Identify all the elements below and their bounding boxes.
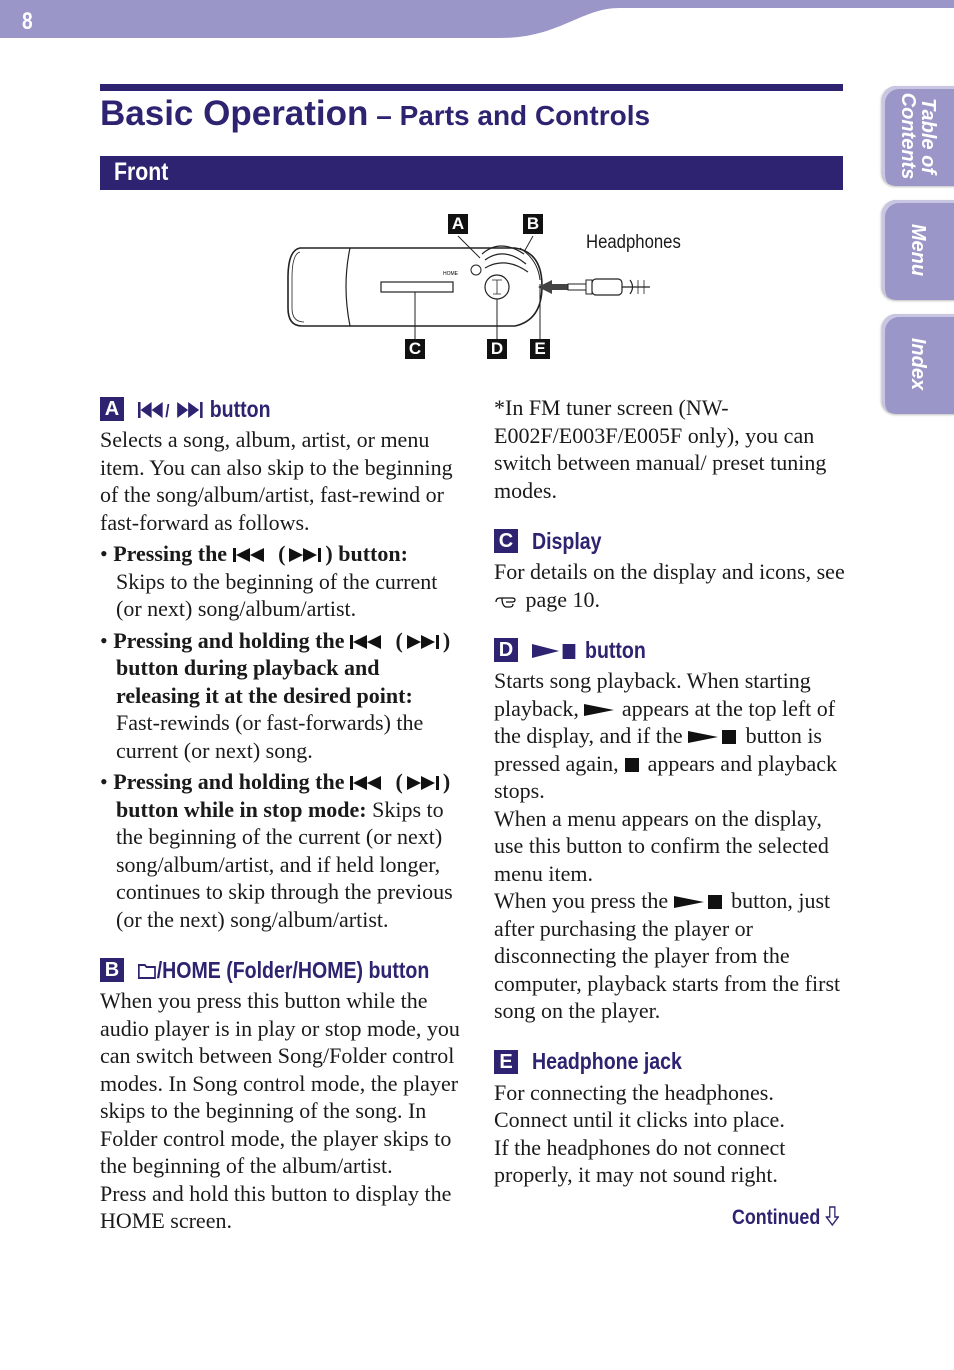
bullet-3-bold-b: ( [389, 769, 403, 794]
page-title [100, 94, 650, 134]
tab-label-line1: Table of [917, 98, 939, 174]
section-c-text-b: page 10. [520, 586, 601, 612]
section-title: Front [114, 158, 169, 186]
callout-d: D [487, 339, 507, 359]
play-stop-icon [688, 729, 740, 745]
section-b-title [138, 957, 429, 984]
title-separator: – [368, 100, 400, 131]
section-d-p3-a: When you press the [494, 888, 674, 913]
letter-a-badge: A [100, 397, 124, 421]
letter-b-badge: B [100, 958, 124, 982]
section-a-title-text: button [204, 395, 271, 422]
section-e-p1: For connecting the headphones. Connect until it clicks into place. [494, 1079, 785, 1132]
section-c-heading [494, 526, 846, 556]
device-home-text: HOME [443, 271, 458, 277]
player-diagram [280, 208, 700, 368]
section-a-heading [100, 394, 460, 424]
prev-track-icon [350, 634, 390, 650]
letter-e-badge: E [494, 1050, 518, 1074]
headphones-label: Headphones [586, 232, 681, 253]
spacer [494, 504, 846, 526]
section-b-title-text: /HOME (Folder/HOME) button [156, 956, 430, 983]
next-track-icon [403, 634, 443, 650]
page-number: 8 [22, 8, 33, 35]
down-arrow-icon [825, 1206, 839, 1226]
tab-label-line2: Contents [897, 92, 919, 180]
section-d-p2: When a menu appears on the display, use this button to confirm the selected menu item. [494, 805, 829, 886]
section-d-p1-d: appears and playback stops. [494, 750, 837, 803]
section-d-p1 [494, 667, 846, 805]
section-b-p2: Press and hold this button to display the HOME screen. [100, 1180, 452, 1233]
section-bar [100, 156, 843, 190]
tab-label-index: Index [907, 337, 929, 391]
pointing-hand-icon[interactable] [494, 593, 520, 609]
prev-track-icon [233, 547, 273, 563]
callout-e: E [530, 339, 550, 359]
next-track-icon [285, 547, 325, 563]
continued-link[interactable] [732, 1206, 839, 1230]
spacer [100, 933, 460, 955]
bullet-1-bold-a: Pressing the [113, 541, 233, 566]
callout-b: B [523, 214, 543, 234]
section-d-p1-c: button is pressed again, [494, 723, 822, 776]
section-d-heading [494, 635, 846, 665]
section-c-text [494, 558, 846, 613]
next-track-icon [403, 775, 443, 791]
section-d-p1-a: Starts song playback. When starting playback, [494, 668, 811, 721]
folder-icon [138, 962, 157, 980]
section-e-title: Headphone jack [532, 1048, 682, 1074]
continued-label: Continued [732, 1206, 821, 1229]
prev-track-icon [138, 401, 177, 419]
section-b-p1: When you press this button while the audio player is in play or stop mode, you can switch between Song/Folder control modes. In Song control mode, the player skips to the beginning of the song. In Folder control mode, the player skips to the beginning of the album/artist. [100, 988, 460, 1178]
play-icon [584, 702, 616, 718]
letter-d-badge: D [494, 638, 518, 662]
tab-label-menu: Menu [907, 223, 929, 277]
section-a-bullet-2: • Pressing and holding the ( ) button during playback and releasing it at the desired point: Fast-rewinds (or fast-forwards) the current (or next) song. [100, 627, 451, 763]
section-d-title [532, 637, 646, 664]
bullet-1-bold-b: ( [272, 541, 286, 566]
left-column [100, 394, 460, 1235]
spacer [494, 1025, 846, 1047]
section-d-p3-b: button, just after purchasing the player or disconnecting the player from the computer, playback starts from the first song on the player. [494, 888, 841, 1023]
fm-tuner-note: *In FM tuner screen (NW-E002F/E003F/E005F only), you can switch between manual/ preset tuning modes. [494, 395, 827, 503]
play-stop-icon [674, 894, 726, 910]
bullet-3-text: Skips to the beginning of the current (or next) song/album/artist, and if held longer, continues to skip through the previous (or the next) song/album/artist. [116, 796, 453, 932]
right-column [494, 394, 846, 1189]
section-c-title: Display [532, 527, 602, 554]
bullet-2-bold-a: Pressing and holding the [113, 627, 350, 653]
title-rule [100, 84, 843, 91]
section-a-intro: Selects a song, album, artist, or menu item. You can also skip to the beginning of the song/album/artist, fast-rewind or fast-forward as follows. [100, 427, 453, 535]
tab-label-contents [898, 93, 938, 180]
prev-track-icon [350, 775, 390, 791]
callout-a: A [448, 214, 468, 234]
tab-menu[interactable] [882, 200, 954, 300]
stop-icon [624, 757, 642, 773]
section-e-heading [494, 1047, 846, 1077]
section-e-p2: If the headphones do not connect properly, it may not sound right. [494, 1134, 786, 1187]
bullet-1-text: Skips to the beginning of the current (or next) song/album/artist. [116, 568, 438, 621]
section-d-title-text: button [579, 636, 646, 663]
title-main: Basic Operation [100, 94, 369, 133]
tab-table-of-contents[interactable] [882, 86, 954, 186]
spacer [494, 613, 846, 635]
bullet-2-text: Fast-rewinds (or fast-forwards) the current (or next) song. [116, 710, 424, 763]
bullet-3-bold-c: ) button while in stop mode: [116, 769, 451, 822]
letter-c-badge: C [494, 529, 518, 553]
callout-c: C [405, 339, 425, 359]
section-c-text-a: For details on the display and icons, see [494, 559, 845, 584]
next-track-icon [177, 401, 204, 419]
section-d-p1-b: appears at the top left of the display, and if the [494, 695, 836, 748]
bullet-3-bold-a: Pressing and holding the [113, 769, 350, 794]
title-sub: Parts and Controls [399, 100, 651, 131]
bullet-1-bold-c: ) button: [325, 541, 408, 566]
play-stop-icon [532, 642, 580, 660]
section-d-p3 [494, 887, 846, 1025]
bullet-2-bold-c: ) button during playback and releasing it at the desired point: [116, 627, 451, 708]
section-a-bullet-1: • Pressing the ( ) button: Skips to the beginning of the current (or next) song/album/artist. [100, 541, 438, 621]
section-a-title [138, 396, 271, 423]
svg-text:/: / [165, 400, 170, 419]
top-header-bar [0, 0, 954, 42]
section-a-bullet-3: • Pressing and holding the ( ) button while in stop mode: Skips to the beginning of the current (or next) song/album/artist, and if held longer, continues to skip through the previous (or the next) song/album/artist. [100, 769, 453, 932]
section-b-heading [100, 955, 460, 985]
bullet-2-bold-b: ( [389, 627, 403, 653]
tab-index[interactable] [882, 314, 954, 414]
